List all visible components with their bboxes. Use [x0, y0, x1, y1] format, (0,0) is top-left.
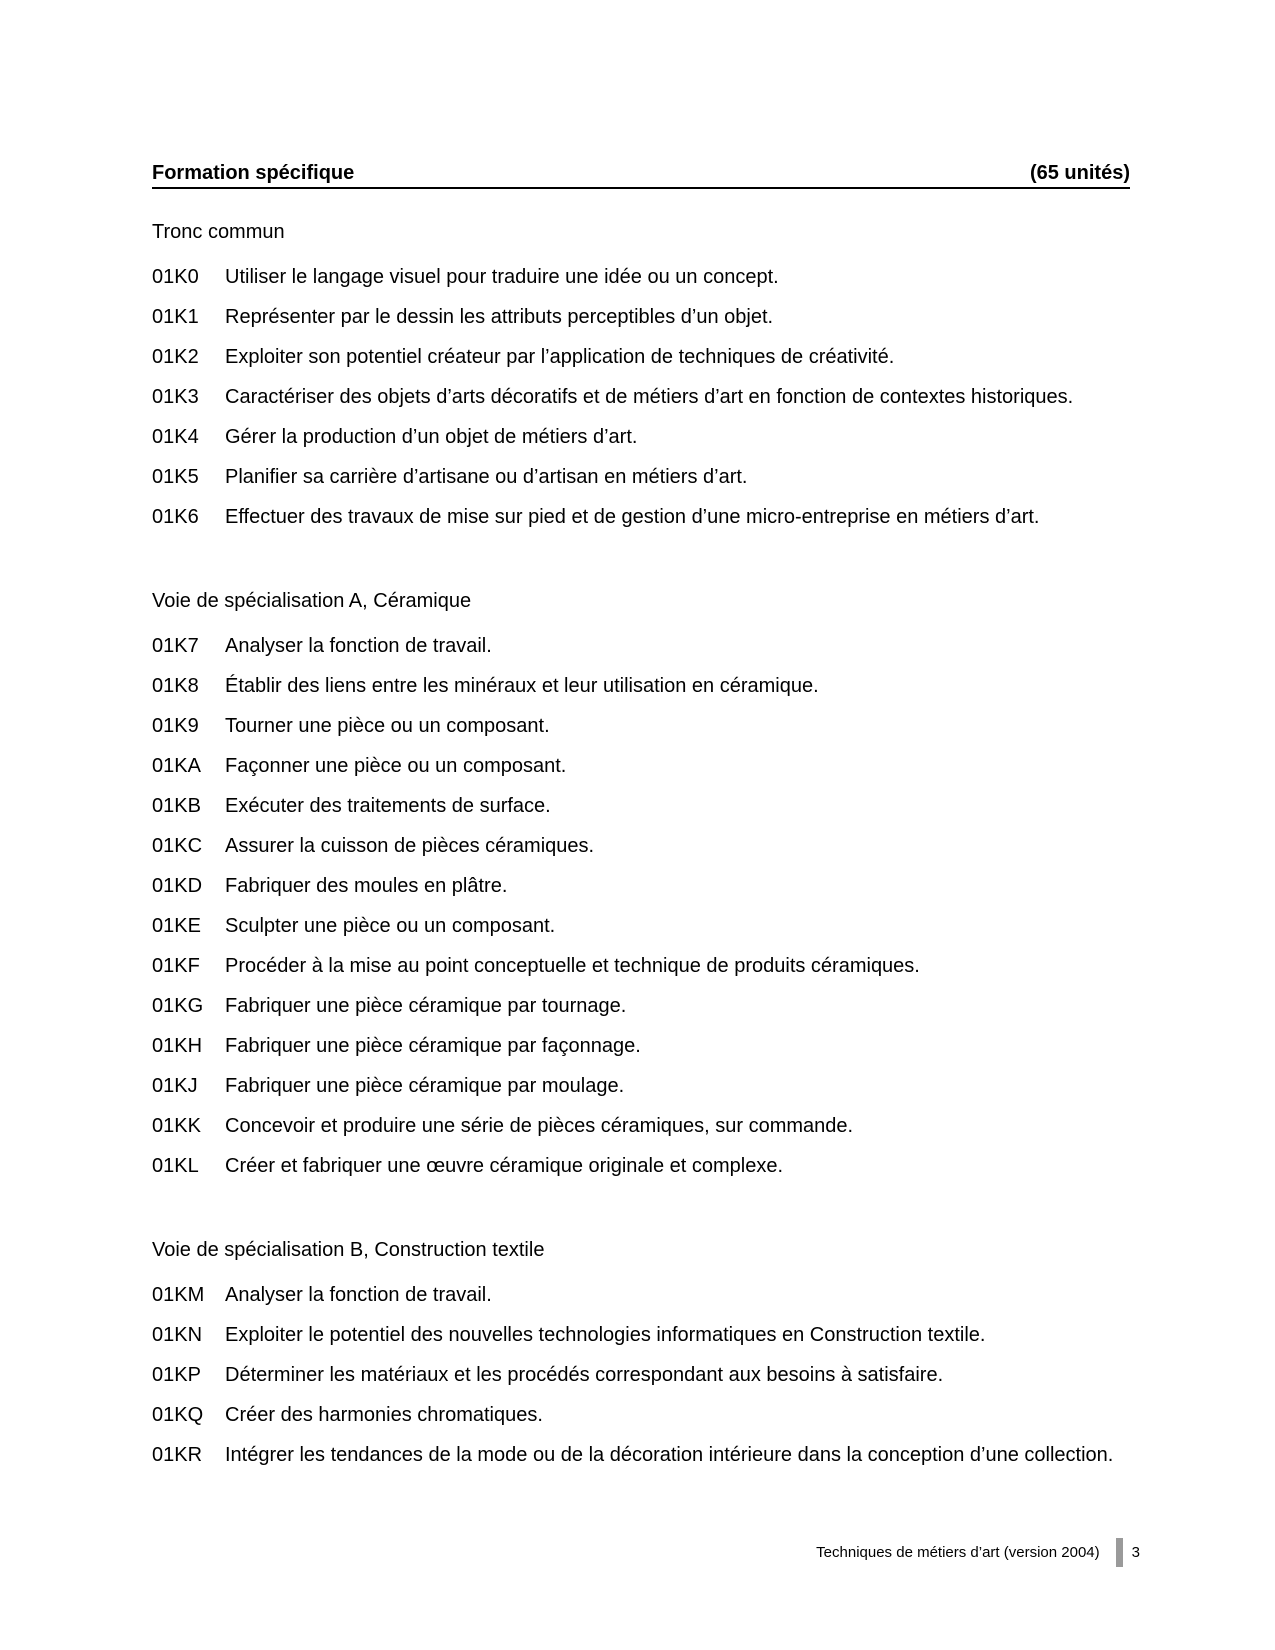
course-description: Procéder à la mise au point conceptuelle et technique de produits céramiques. — [225, 955, 920, 977]
course-section — [152, 219, 1130, 531]
course-description: Intégrer les tendances de la mode ou de la décoration intérieure dans la conception d’une collection. — [225, 1444, 1114, 1466]
footer-text: Techniques de métiers d’art (version 2004) — [816, 1544, 1100, 1561]
course-item — [152, 633, 1130, 660]
course-code: 01KF — [152, 955, 200, 977]
page-footer — [816, 1538, 1140, 1567]
course-code: 01KD — [152, 875, 203, 897]
course-item — [152, 1442, 1130, 1469]
course-code: 01KJ — [152, 1075, 198, 1097]
course-item — [152, 713, 1130, 740]
course-description: Concevoir et produire une série de pièces céramiques, sur commande. — [225, 1115, 854, 1137]
course-code: 01KH — [152, 1035, 203, 1057]
course-item — [152, 1282, 1130, 1309]
course-description: Façonner une pièce ou un composant. — [225, 755, 567, 777]
footer-page-number: 3 — [1131, 1544, 1140, 1561]
course-description: Créer des harmonies chromatiques. — [225, 1404, 543, 1426]
course-code: 01K3 — [152, 386, 199, 408]
course-item — [152, 424, 1130, 451]
course-code: 01K8 — [152, 675, 199, 697]
section-items — [152, 1282, 1130, 1469]
header-title: Formation spécifique — [152, 162, 355, 184]
course-description: Effectuer des travaux de mise sur pied et de gestion d’une micro-entreprise en métiers d’art. — [225, 506, 1040, 528]
course-description: Exploiter le potentiel des nouvelles technologies informatiques en Construction textile. — [225, 1324, 986, 1346]
section-heading: Voie de spécialisation B, Construction textile — [152, 1239, 545, 1261]
course-code: 01K1 — [152, 306, 199, 328]
course-description: Assurer la cuisson de pièces céramiques. — [225, 835, 595, 857]
course-description: Caractériser des objets d’arts décoratifs et de métiers d’art en fonction de contextes historiques. — [225, 386, 1074, 408]
course-item — [152, 753, 1130, 780]
course-item — [152, 1033, 1130, 1060]
course-item — [152, 953, 1130, 980]
course-item — [152, 304, 1130, 331]
course-item — [152, 673, 1130, 700]
course-description: Utiliser le langage visuel pour traduire une idée ou un concept. — [225, 266, 779, 288]
course-item — [152, 833, 1130, 860]
course-code: 01KE — [152, 915, 201, 937]
course-description: Fabriquer une pièce céramique par façonnage. — [225, 1035, 641, 1057]
course-code: 01K9 — [152, 715, 199, 737]
course-description: Analyser la fonction de travail. — [225, 1284, 492, 1306]
course-description: Exploiter son potentiel créateur par l’application de techniques de créativité. — [225, 346, 895, 368]
course-section — [152, 1237, 1130, 1469]
course-item — [152, 1322, 1130, 1349]
course-item — [152, 464, 1130, 491]
section-heading: Tronc commun — [152, 221, 285, 243]
course-description: Établir des liens entre les minéraux et leur utilisation en céramique. — [225, 675, 819, 697]
course-item — [152, 873, 1130, 900]
header-units: (65 unités) — [1029, 162, 1130, 184]
course-code: 01K2 — [152, 346, 199, 368]
course-description: Représenter par le dessin les attributs perceptibles d’un objet. — [225, 306, 774, 328]
course-item — [152, 504, 1130, 531]
course-section — [152, 588, 1130, 1180]
course-code: 01KC — [152, 835, 203, 857]
course-item — [152, 344, 1130, 371]
course-description: Exécuter des traitements de surface. — [225, 795, 551, 817]
course-item — [152, 1362, 1130, 1389]
course-item — [152, 1073, 1130, 1100]
course-item — [152, 993, 1130, 1020]
course-code: 01KB — [152, 795, 201, 817]
course-item — [152, 384, 1130, 411]
course-code: 01KN — [152, 1324, 203, 1346]
course-code: 01KQ — [152, 1404, 204, 1426]
course-code: 01K7 — [152, 635, 199, 657]
course-code: 01KR — [152, 1444, 203, 1466]
document-header — [152, 163, 1130, 189]
course-description: Déterminer les matériaux et les procédés correspondant aux besoins à satisfaire. — [225, 1364, 944, 1386]
course-code: 01KK — [152, 1115, 201, 1137]
section-items — [152, 633, 1130, 1180]
course-description: Fabriquer une pièce céramique par tournage. — [225, 995, 627, 1017]
sections-container — [152, 219, 1130, 1469]
course-item — [152, 1402, 1130, 1429]
course-description: Créer et fabriquer une œuvre céramique originale et complexe. — [225, 1155, 784, 1177]
course-description: Fabriquer une pièce céramique par moulage. — [225, 1075, 625, 1097]
page-content — [152, 163, 1130, 1469]
course-code: 01KP — [152, 1364, 201, 1386]
course-item — [152, 1113, 1130, 1140]
course-code: 01K5 — [152, 466, 199, 488]
footer-divider-bar — [1116, 1538, 1123, 1567]
course-description: Fabriquer des moules en plâtre. — [225, 875, 508, 897]
section-items — [152, 264, 1130, 531]
course-item — [152, 1153, 1130, 1180]
course-code: 01K4 — [152, 426, 199, 448]
course-description: Sculpter une pièce ou un composant. — [225, 915, 556, 937]
course-item — [152, 264, 1130, 291]
course-code: 01K6 — [152, 506, 199, 528]
section-heading: Voie de spécialisation A, Céramique — [152, 590, 472, 612]
course-code: 01KG — [152, 995, 204, 1017]
course-description: Analyser la fonction de travail. — [225, 635, 492, 657]
course-code: 01K0 — [152, 266, 199, 288]
course-code: 01KM — [152, 1284, 205, 1306]
course-code: 01KA — [152, 755, 201, 777]
course-description: Tourner une pièce ou un composant. — [225, 715, 550, 737]
course-item — [152, 793, 1130, 820]
course-code: 01KL — [152, 1155, 199, 1177]
course-description: Gérer la production d’un objet de métiers d’art. — [225, 426, 638, 448]
course-item — [152, 913, 1130, 940]
course-description: Planifier sa carrière d’artisane ou d’artisan en métiers d’art. — [225, 466, 748, 488]
